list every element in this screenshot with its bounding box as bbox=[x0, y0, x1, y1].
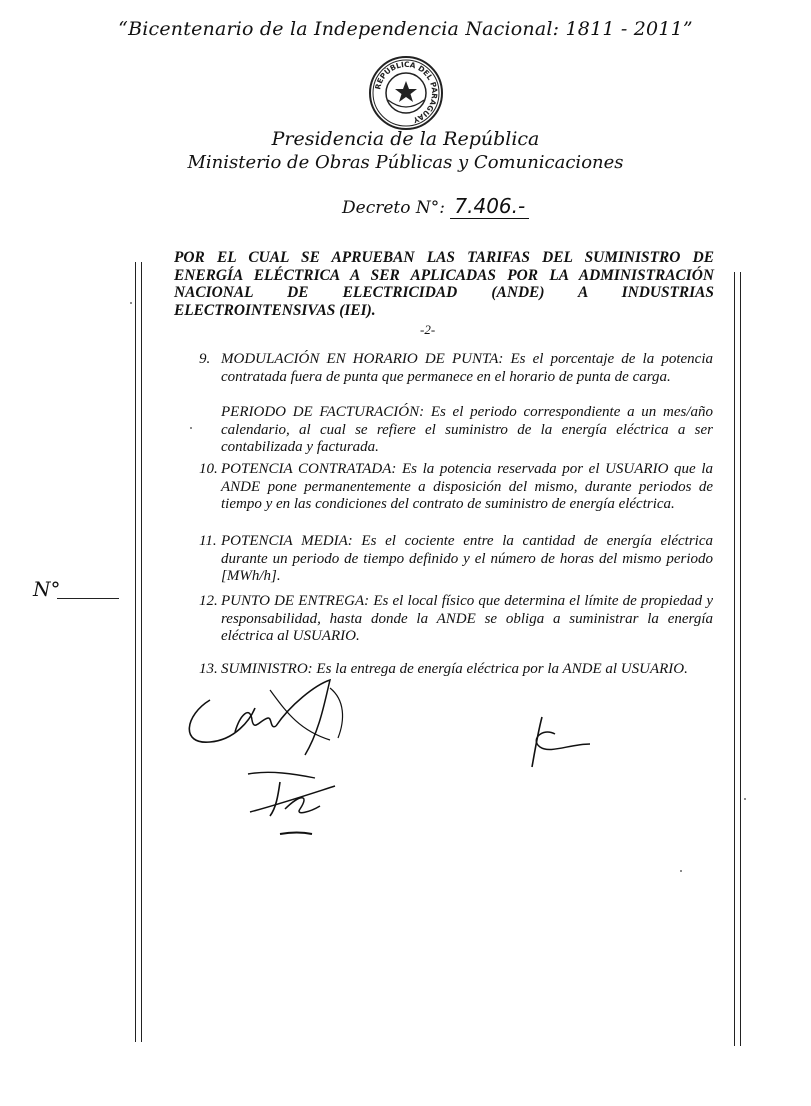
list-item bbox=[199, 533, 713, 586]
item-number: 12. bbox=[199, 593, 218, 609]
decree-title bbox=[174, 249, 714, 319]
signature-3 bbox=[240, 764, 350, 844]
title-line-4: ELECTROINTENSIVAS (IEI). bbox=[174, 301, 376, 319]
item-text: PUNTO DE ENTREGA: Es el local físico que determina el límite de propiedad y responsabilidad, hasta donde la ANDE se obliga a suministrar la energía eléctrica al USUARIO. bbox=[221, 593, 713, 645]
item-number: 9. bbox=[199, 351, 211, 367]
national-seal bbox=[368, 55, 444, 131]
right-margin-line bbox=[734, 272, 735, 1046]
bicentennial-motto: “Bicentenario de la Independencia Nacional: 1811 - 2011” bbox=[118, 18, 693, 40]
margin-number-blank bbox=[57, 598, 119, 599]
office-ministry: Ministerio de Obras Públicas y Comunicaciones bbox=[187, 152, 624, 173]
right-margin-line-outer bbox=[740, 272, 741, 1046]
scan-speck bbox=[680, 870, 682, 872]
title-line-3: NACIONAL DE ELECTRICIDAD (ANDE) A INDUSTRIAS bbox=[174, 284, 714, 302]
seal-text: REPÚBLICA DEL PARAGUAY bbox=[373, 59, 440, 125]
signature-1 bbox=[180, 660, 380, 770]
decree-number-line bbox=[342, 194, 529, 219]
scan-speck bbox=[744, 798, 746, 800]
title-line-1: POR EL CUAL SE APRUEBAN LAS TARIFAS DEL SUMINISTRO DE bbox=[174, 249, 714, 266]
signature-2 bbox=[520, 712, 600, 772]
decree-number: 7.406.- bbox=[450, 194, 529, 219]
list-item bbox=[221, 404, 713, 457]
page-number: -2- bbox=[420, 322, 436, 337]
item-text: MODULACIÓN EN HORARIO DE PUNTA: Es el porcentaje de la potencia contratada fuera de punta que permanece en el horario de punta de carga. bbox=[221, 351, 713, 385]
item-text: POTENCIA MEDIA: Es el cociente entre la cantidad de energía eléctrica durante un periodo de tiempo definido y el número de horas del mismo periodo [MWh/h]. bbox=[221, 533, 713, 585]
item-number: 13. bbox=[199, 661, 218, 677]
item-number: 11. bbox=[199, 533, 217, 549]
item-number: 10. bbox=[199, 461, 218, 477]
margin-number-mark: N° bbox=[33, 577, 61, 601]
office-presidency: Presidencia de la República bbox=[271, 128, 540, 150]
list-item bbox=[199, 461, 713, 514]
scan-speck bbox=[130, 302, 132, 304]
title-line-2: ENERGÍA ELÉCTRICA A SER APLICADAS POR LA ADMINISTRACIÓN bbox=[174, 266, 714, 284]
item-text: PERIODO DE FACTURACIÓN: Es el periodo correspondiente a un mes/año calendario, al cual se refiere el suministro de la energía eléctrica a ser contabilizada y facturada. bbox=[221, 404, 713, 456]
decree-label: Decreto N°: bbox=[342, 198, 445, 218]
list-item bbox=[199, 351, 713, 386]
left-margin-line bbox=[135, 262, 136, 1042]
left-margin-line-inner bbox=[141, 262, 142, 1042]
scan-speck bbox=[190, 427, 192, 429]
list-item bbox=[199, 593, 713, 646]
item-text: SUMINISTRO: Es la entrega de energía eléctrica por la ANDE al USUARIO. bbox=[221, 661, 688, 677]
item-text: POTENCIA CONTRATADA: Es la potencia reservada por el USUARIO que la ANDE pone permanentemente a disposición del mismo, durante periodos de tiempo y en las condiciones del contrato de suministro de energía eléctrica. bbox=[221, 461, 713, 513]
star-icon bbox=[395, 81, 417, 102]
